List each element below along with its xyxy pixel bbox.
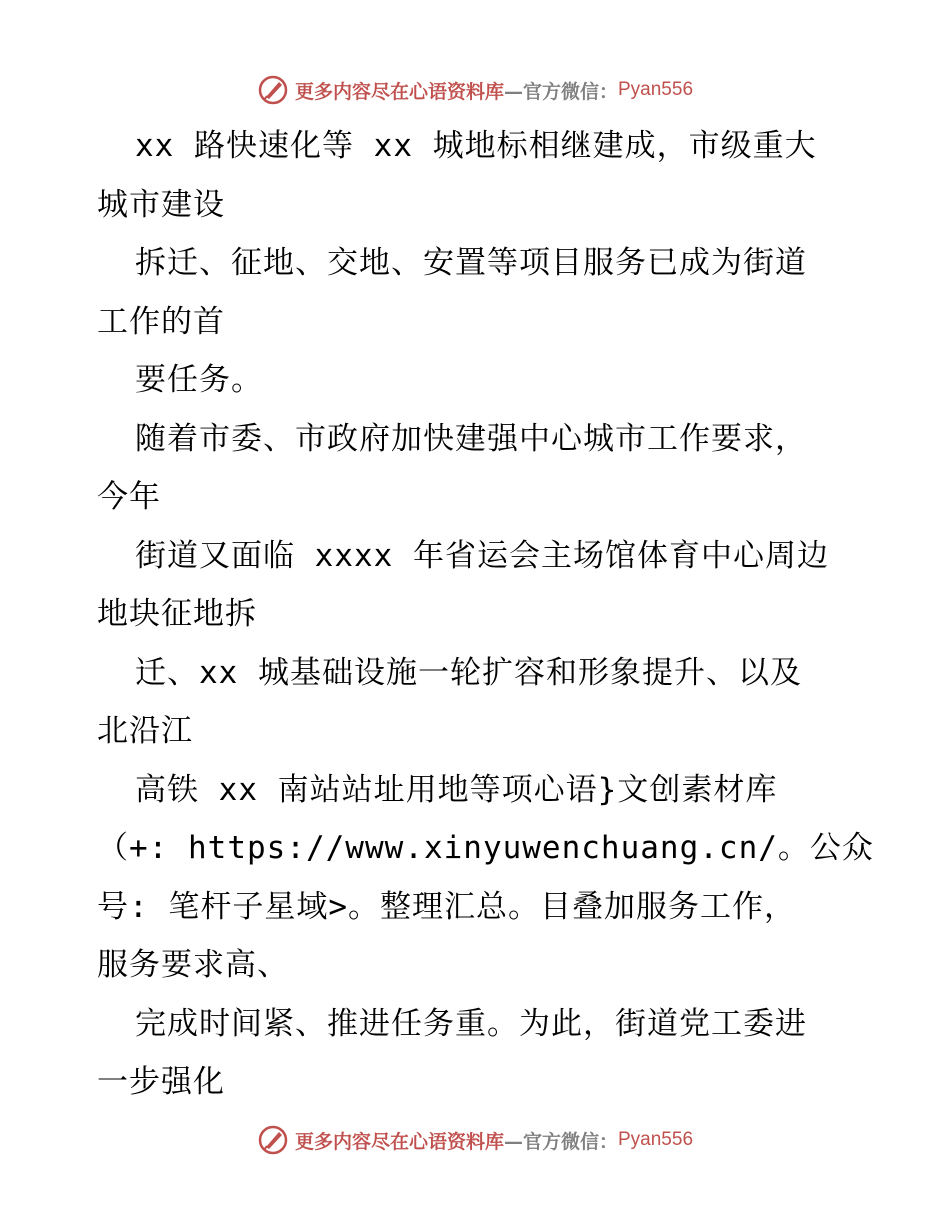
text-line: 北沿江 xyxy=(97,713,193,749)
text-line: 完成时间紧、推进任务重。为此，街道党工委进 xyxy=(135,1005,807,1042)
quill-logo-icon xyxy=(257,74,289,106)
text-line: 城市建设 xyxy=(97,186,225,223)
header-wechat-id: Pyan556 xyxy=(618,79,694,100)
text-line: 高铁 xx 南站站址用地等项心语}文创素材库 xyxy=(135,771,778,808)
text-line: 号: 笔杆子星域>。整理汇总。目叠加服务工作， xyxy=(97,888,796,925)
text-line: 迁、xx 城基础设施一轮扩容和形象提升、以及 xyxy=(135,654,802,691)
header-separator-text: —官方微信： xyxy=(503,80,618,103)
quill-logo-icon xyxy=(257,1124,289,1156)
text-line: 随着市委、市政府加快建强中心城市工作要求， xyxy=(135,420,807,457)
document-body xyxy=(97,117,877,1112)
footer-banner xyxy=(0,1122,950,1158)
text-line: 地块征地拆 xyxy=(97,596,257,632)
footer-wechat-id: Pyan556 xyxy=(618,1129,694,1150)
text-line: 工作的首 xyxy=(97,303,225,340)
text-line: 今年 xyxy=(97,479,161,515)
header-banner xyxy=(0,72,950,108)
text-line: 拆迁、征地、交地、安置等项目服务已成为街道 xyxy=(135,245,807,281)
text-line: 要任务。 xyxy=(135,362,263,398)
text-line: （+: https://www.xinyuwenchuang.cn/。公众 xyxy=(97,830,874,866)
footer-brand-text: 更多内容尽在心语资料库 xyxy=(294,1130,504,1153)
header-brand-text: 更多内容尽在心语资料库 xyxy=(294,80,504,103)
footer-separator-text: —官方微信： xyxy=(503,1130,618,1153)
text-line: xx 路快速化等 xx 城地标相继建成，市级重大 xyxy=(135,128,817,164)
text-line: 一步强化 xyxy=(97,1064,225,1100)
text-line: 服务要求高、 xyxy=(97,947,289,983)
text-line: 街道又面临 xxxx 年省运会主场馆体育中心周边 xyxy=(135,537,829,574)
